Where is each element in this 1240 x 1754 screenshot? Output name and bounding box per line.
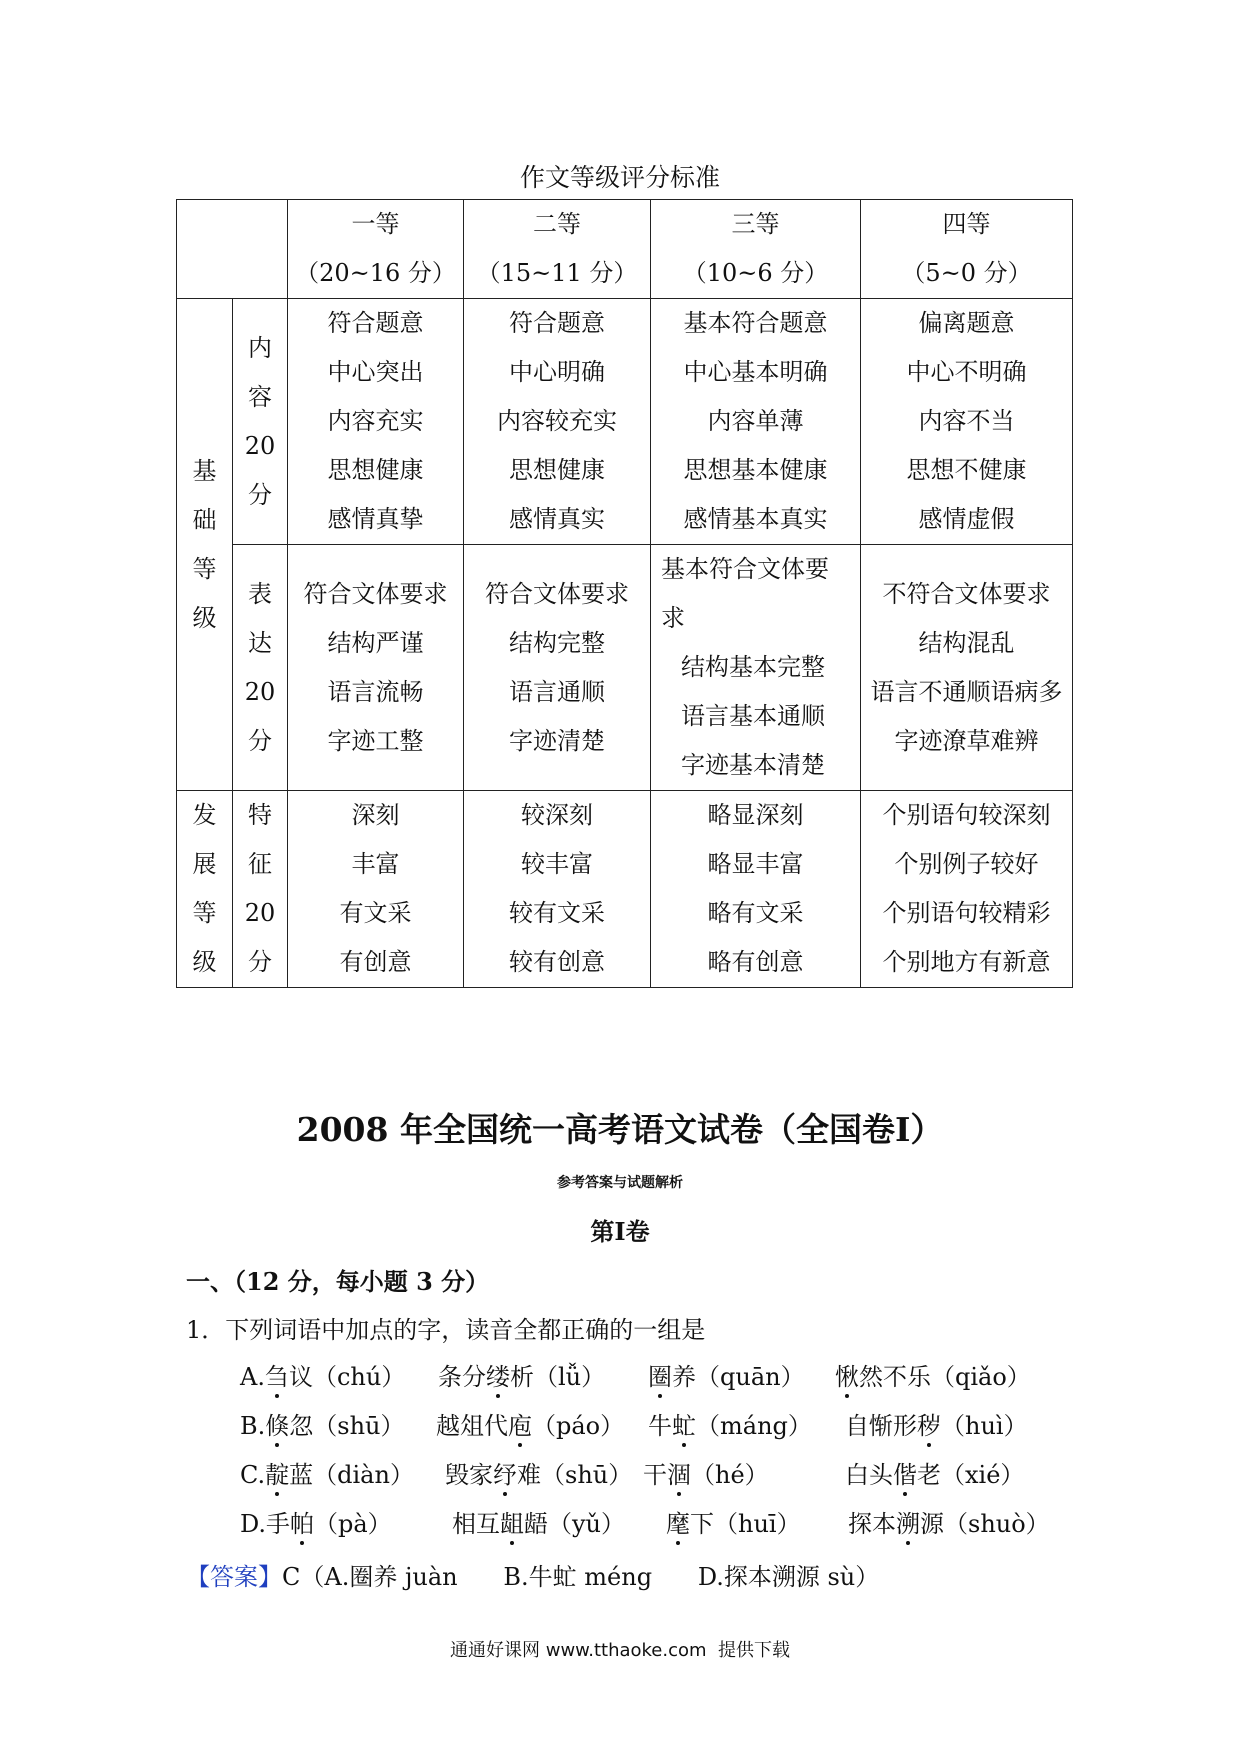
option-c-3: 干涸（hé）: [643, 1455, 769, 1490]
features-level-1: 深刻 丰富 有文采 有创意: [288, 791, 464, 988]
option-c-2: 毁家纾难（shū）: [445, 1455, 632, 1490]
group-develop-label: 发 展 等 级: [177, 791, 233, 988]
option-c-1: C.靛蓝（diàn）: [240, 1455, 414, 1490]
expression-label: 表 达 20 分: [233, 545, 288, 791]
option-c-4: 白头偕老（xié）: [845, 1455, 1024, 1490]
content-row: [177, 299, 1073, 545]
features-level-4: 个别语句较深刻 个别例子较好 个别语句较精彩 个别地方有新意: [861, 791, 1073, 988]
option-a-3: 圈养（quān）: [648, 1357, 805, 1392]
question-1: 1．下列词语中加点的字，读音全都正确的一组是: [186, 1316, 706, 1344]
content-level-2: 符合题意 中心明确 内容较充实 思想健康 感情真实: [464, 299, 651, 545]
header-level-4: 四等 （5~0 分）: [861, 200, 1073, 299]
content-level-4: 偏离题意 中心不明确 内容不当 思想不健康 感情虚假: [861, 299, 1073, 545]
features-level-3: 略显深刻 略显丰富 略有文采 略有创意: [651, 791, 861, 988]
table-header-row: [177, 200, 1073, 299]
content-level-1: 符合题意 中心突出 内容充实 思想健康 感情真挚: [288, 299, 464, 545]
section-heading: 一、（12 分，每小题 3 分）: [186, 1267, 490, 1296]
header-level-1: 一等 （20~16 分）: [288, 200, 464, 299]
option-a-4: 愀然不乐（qiǎo）: [835, 1357, 1031, 1392]
volume-heading: 第I卷: [590, 1217, 650, 1246]
option-a-2: 条分缕析（lǚ）: [438, 1357, 605, 1392]
option-d-2: 相互龃龉（yǔ）: [452, 1504, 625, 1539]
answer-line: [186, 1557, 879, 1592]
expression-row: [177, 545, 1073, 791]
option-d-4: 探本溯源（shuò）: [848, 1504, 1050, 1539]
option-b-2: 越俎代庖（páo）: [436, 1406, 624, 1441]
option-a-1: A.刍议（chú）: [240, 1357, 405, 1392]
expression-level-4: 不符合文体要求 结构混乱 语言不通顺语病多 字迹潦草难辨: [861, 545, 1073, 791]
header-level-3: 三等 （10~6 分）: [651, 200, 861, 299]
page-footer: 通通好课网 www.tthaoke.com 提供下载: [450, 1640, 790, 1661]
expression-level-2: 符合文体要求 结构完整 语言通顺 字迹清楚: [464, 545, 651, 791]
option-b-1: B.倏忽（shū）: [240, 1406, 405, 1441]
header-corner-cell: [177, 200, 288, 299]
answer-text: C（A.圈养 juàn B.牛虻 méng D.探本溯源 sù）: [282, 1563, 880, 1591]
expression-level-1: 符合文体要求 结构严谨 语言流畅 字迹工整: [288, 545, 464, 791]
content-label: 内 容 20 分: [233, 299, 288, 545]
option-d-1: D.手帕（pà）: [240, 1504, 392, 1539]
expression-level-3: 基本符合文体要 求 结构基本完整 语言基本通顺 字迹基本清楚: [651, 545, 861, 791]
exam-subtitle: 参考答案与试题解析: [557, 1175, 683, 1191]
features-level-2: 较深刻 较丰富 较有文采 较有创意: [464, 791, 651, 988]
header-level-2: 二等 （15~11 分）: [464, 200, 651, 299]
option-d-3: 麾下（huī）: [666, 1504, 801, 1539]
grading-table: [176, 199, 1073, 988]
features-row: [177, 791, 1073, 988]
option-b-3: 牛虻（máng）: [648, 1406, 812, 1441]
content-level-3: 基本符合题意 中心基本明确 内容单薄 思想基本健康 感情基本真实: [651, 299, 861, 545]
exam-title: 2008 年全国统一高考语文试卷（全国卷I）: [296, 1110, 944, 1149]
answer-tag: 【答案】: [186, 1563, 282, 1591]
option-b-4: 自惭形秽（huì）: [845, 1406, 1028, 1441]
table-title: 作文等级评分标准: [519, 163, 720, 192]
group-basic-label: 基 础 等 级: [177, 299, 233, 791]
features-label: 特 征 20 分: [233, 791, 288, 988]
